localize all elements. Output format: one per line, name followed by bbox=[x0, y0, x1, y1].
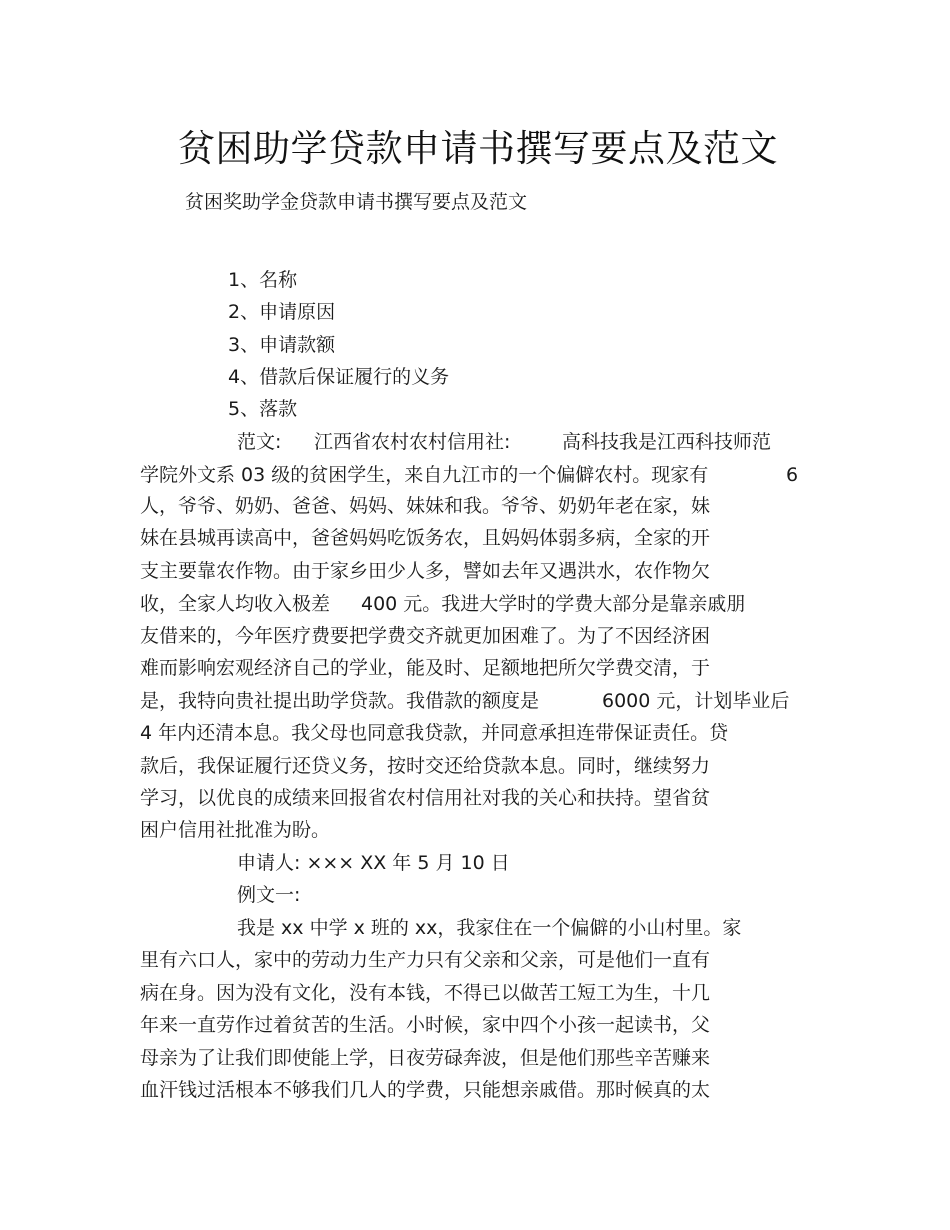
example-line: 血汗钱过活根本不够我们几人的学费，只能想亲戚借。那时候真的太 bbox=[140, 1079, 711, 1101]
outline-item: 2、申请原因 bbox=[228, 301, 336, 323]
document-title: 贫困助学贷款申请书撰写要点及范文 bbox=[178, 127, 778, 170]
example-line: 年来一直劳作过着贫苦的生活。小时候，家中四个小孩一起读书，父 bbox=[140, 1014, 711, 1036]
sample-label: 范文: bbox=[237, 431, 282, 453]
body-line: 支主要靠农作物。由于家乡田少人多，譬如去年又遇洪水，农作物欠 bbox=[140, 560, 711, 582]
body-line: 妹在县城再读高中，爸爸妈妈吃饭务农，且妈妈体弱多病，全家的开 bbox=[140, 527, 711, 549]
body-line: 收，全家人均收入极差 bbox=[140, 593, 331, 615]
outline-item: 5、落款 bbox=[228, 398, 298, 420]
outline-item: 1、名称 bbox=[228, 269, 298, 291]
example-line: 我是 xx 中学 x 班的 xx，我家住在一个偏僻的小山村里。家 bbox=[237, 917, 742, 939]
body-line: 6 bbox=[786, 464, 799, 486]
example-line: 病在身。因为没有文化，没有本钱，不得已以做苦工短工为生，十几 bbox=[140, 982, 711, 1004]
body-line: 4 年内还清本息。我父母也同意我贷款，并同意承担连带保证责任。贷 bbox=[140, 722, 729, 744]
example-line: 里有六口人，家中的劳动力生产力只有父亲和父亲，可是他们一直有 bbox=[140, 949, 711, 971]
body-line: 6000 元，计划毕业后 bbox=[602, 690, 790, 712]
body-line: 难而影响宏观经济自己的学业，能及时、足额地把所欠学费交清，于 bbox=[140, 657, 711, 679]
body-line: 学院外文系 03 级的贫困学生，来自九江市的一个偏僻农村。现家有 bbox=[140, 464, 709, 486]
sample-first-segment: 高科技我是江西科技师范 bbox=[562, 431, 772, 453]
body-line: 学习，以优良的成绩来回报省农村信用社对我的关心和扶持。望省贫 bbox=[140, 787, 711, 809]
body-line: 是，我特向贵社提出助学贷款。我借款的额度是 bbox=[140, 690, 540, 712]
body-line: 款后，我保证履行还贷义务，按时交还给贷款本息。同时，继续努力 bbox=[140, 755, 711, 777]
document-subtitle: 贫困奖助学金贷款申请书撰写要点及范文 bbox=[185, 191, 528, 213]
body-line: 人，爷爷、奶奶、爸爸、妈妈、妹妹和我。爷爷、奶奶年老在家，妹 bbox=[140, 495, 711, 517]
outline-item: 4、借款后保证履行的义务 bbox=[228, 366, 450, 388]
example-heading: 例文一: bbox=[237, 884, 301, 906]
outline-item: 3、申请款额 bbox=[228, 334, 336, 356]
body-line: 友借来的，今年医疗费要把学费交齐就更加困难了。为了不因经济困 bbox=[140, 625, 711, 647]
sample-addressee: 江西省农村农村信用社: bbox=[314, 431, 511, 453]
body-line: 困户信用社批准为盼。 bbox=[140, 819, 331, 841]
signature-line: 申请人: ××× XX 年 5 月 10 日 bbox=[237, 852, 510, 874]
body-line: 400 元。我进大学时的学费大部分是靠亲戚朋 bbox=[361, 593, 746, 615]
example-line: 母亲为了让我们即使能上学，日夜劳碌奔波，但是他们那些辛苦赚来 bbox=[140, 1047, 711, 1069]
